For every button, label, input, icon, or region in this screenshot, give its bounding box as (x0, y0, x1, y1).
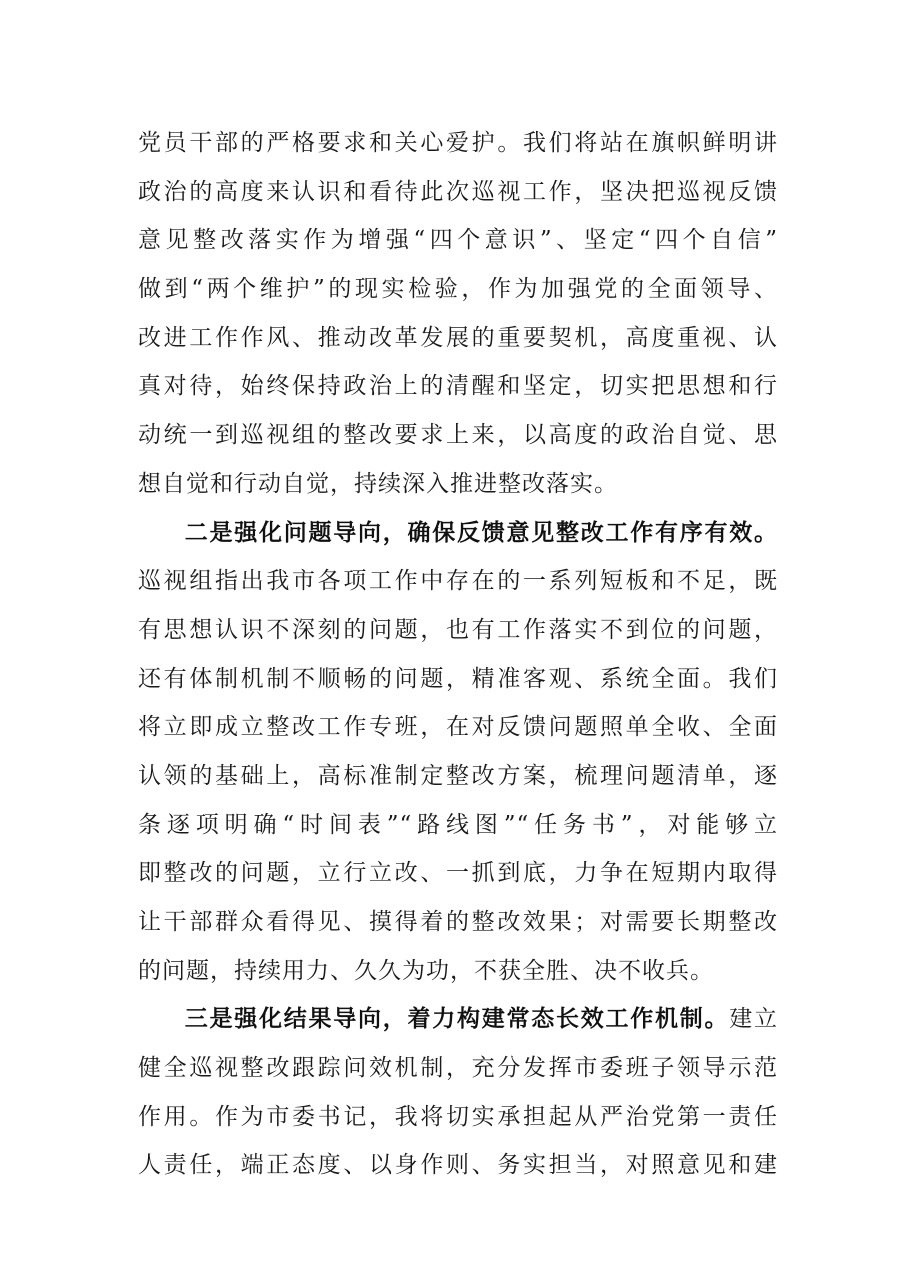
text-line: 有思想认识不深刻的问题，也有工作落实不到位的问题， (138, 616, 778, 643)
paragraph-3 (138, 995, 778, 1190)
text-line: 意见整改落实作为增强“四个意识”、坚定“四个自信” (138, 227, 778, 254)
text-line: 政治的高度来认识和看待此次巡视工作，坚决把巡视反馈 (138, 178, 778, 205)
paragraph-heading-line (138, 509, 778, 558)
text-line: 改进工作作风、推动改革发展的重要契机，高度重视、认 (138, 324, 778, 351)
text-line: 认领的基础上，高标准制定整改方案，梳理问题清单，逐 (138, 762, 778, 789)
paragraph-heading-line (138, 995, 778, 1044)
text-line: 巡视组指出我市各项工作中存在的一系列短板和不足，既 (138, 568, 778, 595)
paragraph-1 (138, 119, 778, 509)
text-line: 条逐项明确“时间表”“路线图”“任务书”，对能够立 (138, 811, 778, 838)
text-line: 的问题，持续用力、久久为功，不获全胜、决不收兵。 (138, 957, 714, 984)
text-line: 动统一到巡视组的整改要求上来，以高度的政治自觉、思 (138, 422, 778, 449)
text-line: 还有体制机制不顺畅的问题，精准客观、系统全面。我们 (138, 665, 778, 692)
text-line: 真对待，始终保持政治上的清醒和坚定，切实把思想和行 (138, 373, 778, 400)
text-line: 即整改的问题，立行立改、一抓到底，力争在短期内取得 (138, 860, 778, 887)
text-line: 人责任，端正态度、以身作则、务实担当，对照意见和建 (138, 1152, 778, 1179)
text-line: 想自觉和行动自觉，持续深入推进整改落实。 (138, 470, 618, 497)
heading-tail-text: 建立 (729, 1006, 778, 1033)
text-line: 健全巡视整改跟踪问效机制，充分发挥市委班子领导示范 (138, 1055, 778, 1082)
text-line: 党员干部的严格要求和关心爱护。我们将站在旗帜鲜明讲 (138, 130, 778, 156)
document-body (138, 119, 778, 1190)
text-line: 将立即成立整改工作专班，在对反馈问题照单全收、全面 (138, 714, 778, 741)
text-line: 做到“两个维护”的现实检验，作为加强党的全面领导、 (138, 276, 778, 303)
paragraph-heading: 二是强化问题导向，确保反馈意见整改工作有序有效。 (184, 519, 778, 546)
text-line: 让干部群众看得见、摸得着的整改效果；对需要长期整改 (138, 909, 778, 935)
text-line: 作用。作为市委书记，我将切实承担起从严治党第一责任 (138, 1103, 778, 1130)
paragraph-heading: 三是强化结果导向，着力构建常态长效工作机制。 (184, 1006, 730, 1033)
paragraph-2 (138, 509, 778, 996)
